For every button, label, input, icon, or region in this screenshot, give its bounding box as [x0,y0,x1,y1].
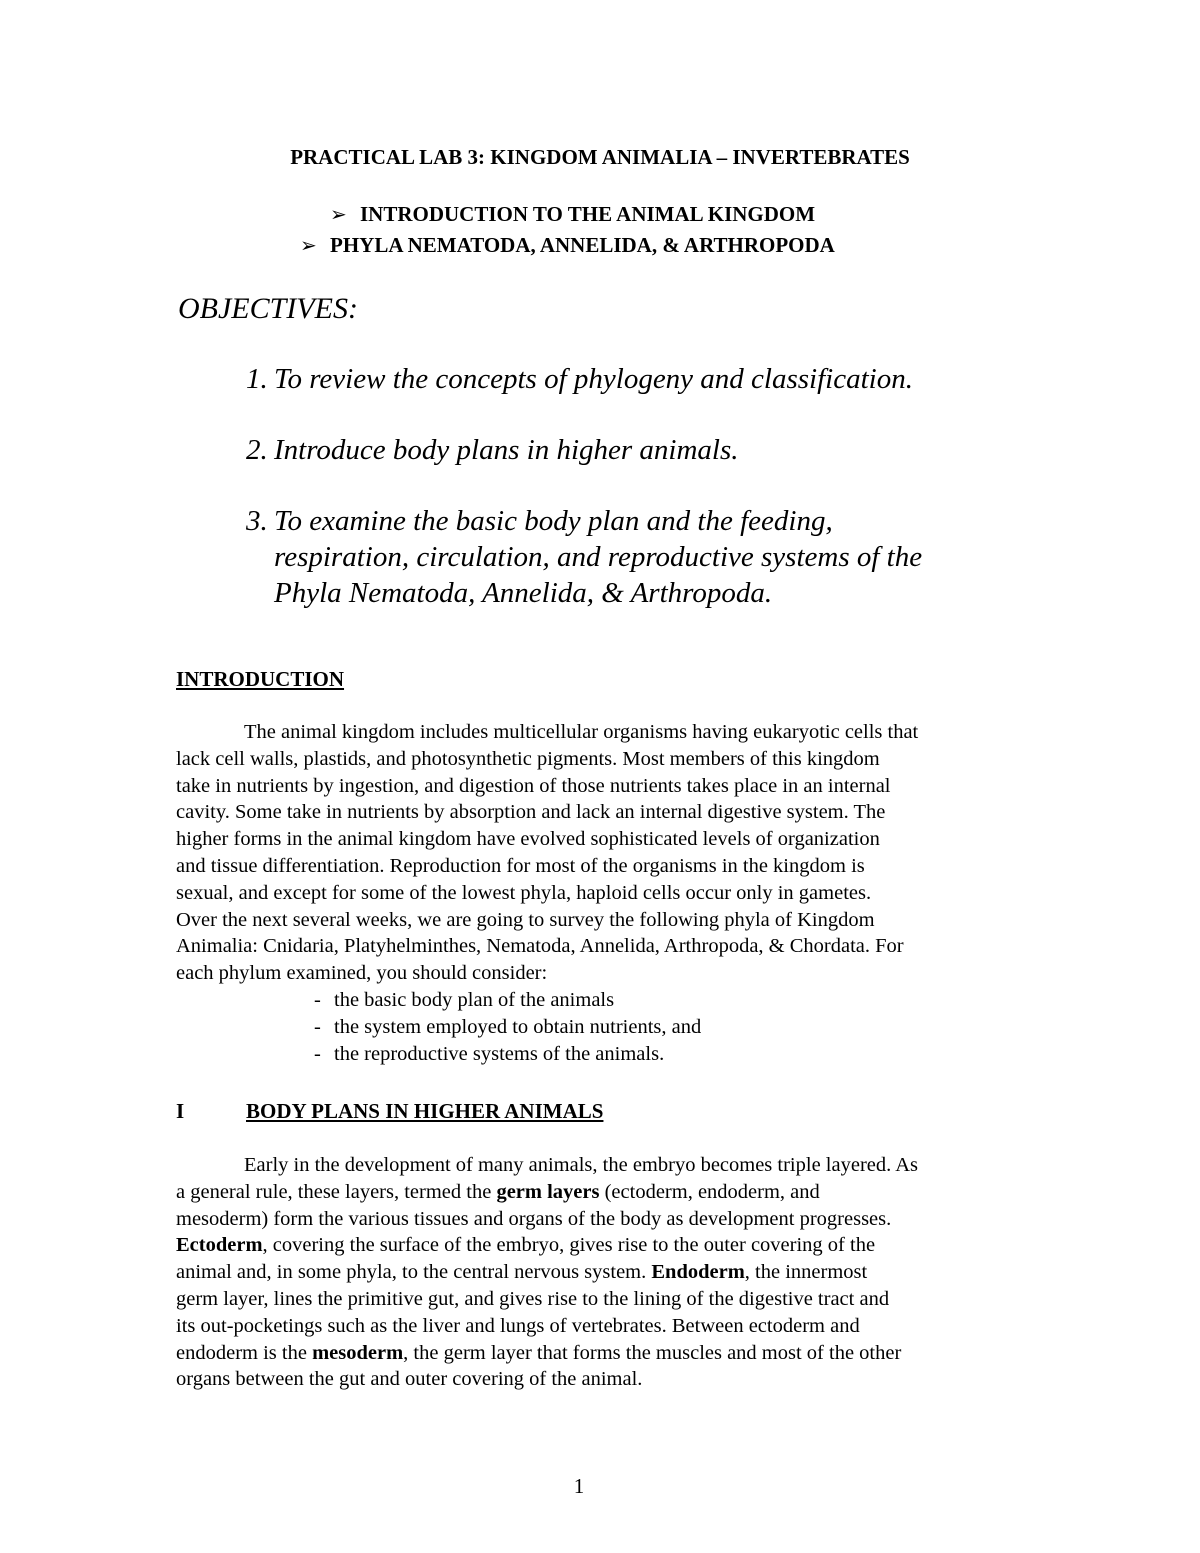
paragraph-line: Ectoderm, covering the surface of the embryo, gives rise to the outer covering of the [176,1234,876,1257]
paragraph-line: and tissue differentiation. Reproduction for most of the organisms in the kingdom is [176,854,865,877]
paragraph-line: its out-pocketings such as the liver and lungs of vertebrates. Between ectoderm and [176,1314,860,1337]
objective-text-line: Phyla Nematoda, Annelida, & Arthropoda. [274,577,773,609]
paragraph-line: lack cell walls, plastids, and photosynthetic pigments. Most members of this kingdom [176,747,880,770]
paragraph-line: organs between the gut and outer covering of the animal. [176,1368,643,1391]
dash-bullet: - [314,1015,321,1038]
bold-term: germ layers [496,1180,600,1203]
paragraph-line: higher forms in the animal kingdom have evolved sophisticated levels of organization [176,828,880,851]
list-item-text: the system employed to obtain nutrients, and [334,1015,702,1038]
section-number: I [176,1099,185,1123]
introduction-paragraph [176,719,1026,987]
topic-text: PHYLA NEMATODA, ANNELIDA, & ARTHROPODA [330,233,835,257]
paragraph-line: Early in the development of many animals, the embryo becomes triple layered. As [244,1154,919,1176]
paragraph-line: endoderm is the mesoderm, the germ layer that forms the muscles and most of the other [176,1341,902,1364]
paragraph-line: sexual, and except for some of the lowest phyla, haploid cells occur only in gametes. [176,881,872,904]
dash-bullet: - [314,1042,321,1065]
paragraph-line: germ layer, lines the primitive gut, and gives rise to the lining of the digestive tract and [176,1287,890,1310]
bold-term: mesoderm [312,1341,404,1364]
paragraph-line: The animal kingdom includes multicellular organisms having eukaryotic cells that [244,721,919,743]
objective-item [246,361,1034,397]
objective-text-line: To examine the basic body plan and the feeding, [274,505,833,537]
objective-item [246,503,1034,611]
section-heading: BODY PLANS IN HIGHER ANIMALS [246,1099,604,1123]
list-item [314,987,701,1014]
paragraph-line: Over the next several weeks, we are going to survey the following phyla of Kingdom [176,908,875,931]
objective-number: 3. [246,505,268,537]
paragraph-line: take in nutrients by ingestion, and digestion of those nutrients takes place in an internal [176,774,891,797]
paragraph-line: a general rule, these layers, termed the germ layers (ectoderm, endoderm, and [176,1180,820,1203]
list-item [314,1014,701,1041]
list-item-text: the basic body plan of the animals [334,989,615,1011]
bold-term: Ectoderm [176,1234,263,1257]
objective-text: Introduce body plans in higher animals. [274,434,739,466]
objectives-heading: OBJECTIVES: [178,292,358,325]
document-title: PRACTICAL LAB 3: KINGDOM ANIMALIA – INVERTEBRATES [290,145,910,169]
body-plans-paragraph [176,1152,1026,1393]
objective-number: 2. [246,434,268,466]
paragraph-line: mesoderm) form the various tissues and organs of the body as development progresses. [176,1207,892,1230]
topic-text: INTRODUCTION TO THE ANIMAL KINGDOM [360,202,816,226]
paragraph-line: animal and, in some phyla, to the central nervous system. Endoderm, the innermost [176,1261,868,1284]
arrow-bullet-icon: ➢ [330,202,347,226]
paragraph-line: each phylum examined, you should consider: [176,962,548,985]
list-item-text: the reproductive systems of the animals. [334,1042,665,1065]
paragraph-line: Animalia: Cnidaria, Platyhelminthes, Nematoda, Annelida, Arthropoda, & Chordata. For [176,935,904,958]
paragraph-line: cavity. Some take in nutrients by absorption and lack an internal digestive system. The [176,801,886,824]
dash-bullet: - [314,989,321,1011]
bold-term: Endoderm [651,1261,745,1284]
objective-text-line: respiration, circulation, and reproductive systems of the [274,541,923,573]
arrow-bullet-icon: ➢ [300,233,317,257]
objective-number: 1. [246,363,268,395]
objective-item [246,432,1034,468]
introduction-heading: INTRODUCTION [176,667,345,691]
topic-item [330,200,815,228]
topic-item [300,231,835,259]
list-item [314,1041,701,1068]
page-number: 1 [573,1474,585,1498]
considerations-list [314,987,701,1067]
objective-text: To review the concepts of phylogeny and classification. [274,363,913,395]
